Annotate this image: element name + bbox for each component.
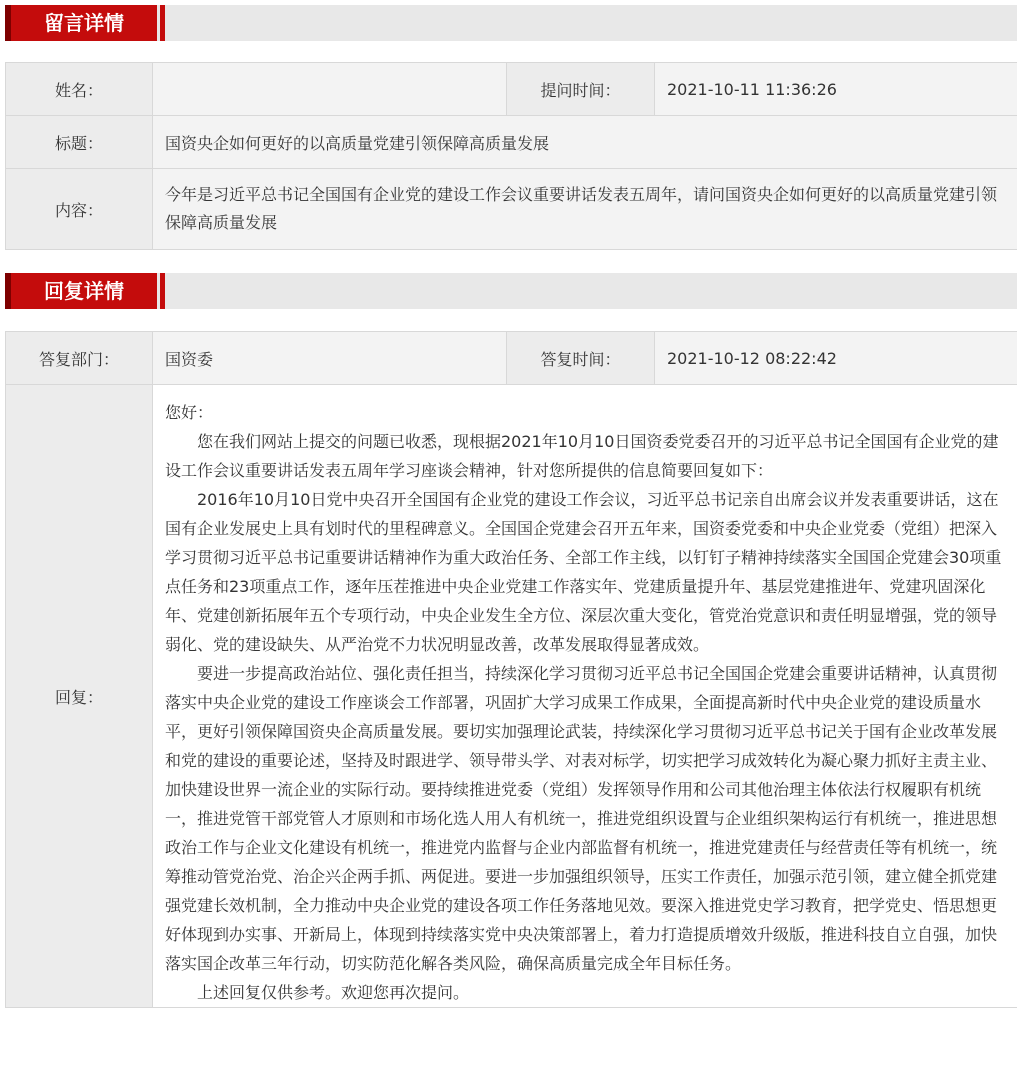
- dept-label: 答复部门：: [6, 332, 153, 385]
- reply-section: [0, 273, 1017, 1008]
- name-row: [6, 63, 1017, 116]
- question-section-title: 留言详情: [5, 5, 157, 41]
- question-time-label: 提问时间：: [507, 63, 655, 116]
- reply-time-value: 2021-10-12 08:22:42: [655, 332, 1017, 385]
- question-table: [5, 62, 1017, 250]
- question-time-value: 2021-10-11 11:36:26: [655, 63, 1017, 116]
- header-accent-bar: [160, 273, 165, 309]
- name-value: [153, 63, 507, 116]
- reply-closing: 上述回复仅供参考。欢迎您再次提问。: [197, 983, 470, 1002]
- reply-section-title: 回复详情: [5, 273, 157, 309]
- question-section: [0, 0, 1017, 250]
- content-value: 今年是习近平总书记全国国有企业党的建设工作会议重要讲话发表五周年，请问国资央企如何更好的以高质量党建引领保障高质量发展: [153, 169, 1017, 250]
- reply-section-header: [5, 273, 1017, 309]
- reply-paragraph: 您在我们网站上提交的问题已收悉，现根据2021年10月10日国资委党委召开的习近平总书记全国国有企业党的建设工作会议重要讲话发表五周年学习座谈会精神，针对您所提供的信息简要回复如下：: [165, 432, 999, 480]
- reply-greeting: 您好：: [165, 403, 214, 422]
- dept-value: 国资委: [153, 332, 507, 385]
- subject-value: 国资央企如何更好的以高质量党建引领保障高质量发展: [153, 116, 1017, 169]
- content-row: [6, 169, 1017, 250]
- reply-time-label: 答复时间：: [507, 332, 655, 385]
- reply-label: 回复：: [6, 385, 153, 1008]
- reply-table: [5, 331, 1017, 1008]
- content-label: 内容：: [6, 169, 153, 250]
- question-section-header: [5, 5, 1017, 41]
- reply-paragraph: 要进一步提高政治站位、强化责任担当，持续深化学习贯彻习近平总书记全国国企党建会重要讲话精神，认真贯彻落实中央企业党的建设工作座谈会工作部署，巩固扩大学习成果工作成果，全面提高新时代中央企业党的建设质量水平，更好引领保障国资央企高质量发展。要切实加强理论武装，持续深化学习贯彻习近平总书记关于国有企业改革发展和党的建设的重要论述，坚持及时跟进学、领导带头学、对表对标学，切实把学习成效转化为凝心聚力抓好主责主业、加快建设世界一流企业的实际行动。要持续推进党委（党组）发挥领导作用和公司其他治理主体依法行权履职有机统一，推进党管干部党管人才原则和市场化选人用人有机统一，推进党组织设置与企业组织架构运行有机统一，推进思想政治工作与企业文化建设有机统一，推进党内监督与企业内部监督有机统一，推进党建责任与经营责任等有机统一，统筹推动管党治党、治企兴企两手抓、两促进。要进一步加强组织领导，压实工作责任，加强示范引领，建立健全抓党建强党建长效机制，全力推动中央企业党的建设各项工作任务落地见效。要深入推进党史学习教育，把学党史、悟思想更好体现到办实事、开新局上，体现到持续落实党中央决策部署上，着力打造提质增效升级版，推进科技自立自强，加快落实国企改革三年行动，切实防范化解各类风险，确保高质量完成全年目标任务。: [165, 664, 998, 973]
- reply-row: [6, 385, 1017, 1008]
- subject-row: [6, 116, 1017, 169]
- name-label: 姓名：: [6, 63, 153, 116]
- reply-paragraph: 2016年10月10日党中央召开全国国有企业党的建设工作会议，习近平总书记亲自出席会议并发表重要讲话，这在国有企业发展史上具有划时代的里程碑意义。全国国企党建会召开五年来，国资委党委和中央企业党委（党组）把深入学习贯彻习近平总书记重要讲话精神作为重大政治任务、全部工作主线，以钉钉子精神持续落实全国国企党建会30项重点任务和23项重点工作，逐年压茬推进中央企业党建工作落实年、党建质量提升年、基层党建推进年、党建巩固深化年、党建创新拓展年五个专项行动，中央企业发生全方位、深层次重大变化，管党治党意识和责任明显增强，党的领导弱化、党的建设缺失、从严治党不力状况明显改善，改革发展取得显著成效。: [165, 490, 1002, 654]
- header-accent-bar: [160, 5, 165, 41]
- dept-row: [6, 332, 1017, 385]
- reply-content: [153, 385, 1017, 1008]
- subject-label: 标题：: [6, 116, 153, 169]
